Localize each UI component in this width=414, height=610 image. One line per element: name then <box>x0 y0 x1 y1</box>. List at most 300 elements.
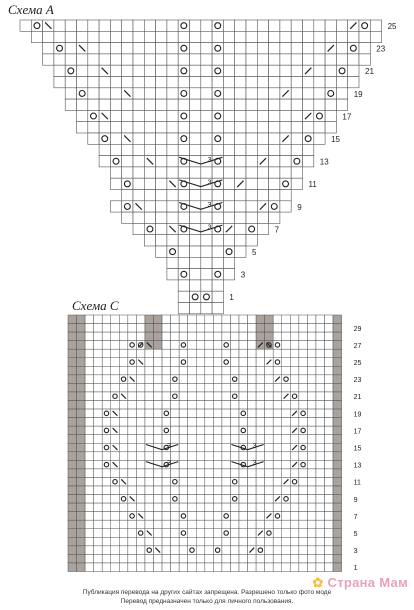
grid-cell <box>85 546 94 555</box>
grid-cell <box>188 341 197 350</box>
grid-cell <box>119 375 128 384</box>
grid-cell <box>128 341 137 350</box>
grid-cell <box>196 460 205 469</box>
grid-cell <box>119 401 128 410</box>
grid-cell <box>248 477 257 486</box>
grid-cell <box>162 418 171 427</box>
grid-cell <box>265 469 274 478</box>
central-decrease-count: 3 <box>167 460 172 468</box>
grid-cell <box>333 554 342 563</box>
grid-cell <box>273 409 282 418</box>
grid-cell <box>222 477 231 486</box>
grid-cell <box>136 418 145 427</box>
grid-cell <box>256 452 265 461</box>
grid-cell <box>205 563 214 572</box>
grid-cell <box>162 512 171 521</box>
grid-cell <box>307 332 316 341</box>
grid-cell <box>265 366 274 375</box>
grid-cell <box>230 349 239 358</box>
grid-cell <box>77 366 86 375</box>
grid-cell <box>282 332 291 341</box>
grid-cell <box>290 315 299 324</box>
grid-cell <box>190 291 201 302</box>
grid-cell <box>299 495 308 504</box>
grid-cell <box>333 358 342 367</box>
grid-cell <box>119 486 128 495</box>
grid-cell <box>196 503 205 512</box>
grid-cell <box>280 190 291 201</box>
grid-cell <box>257 167 268 178</box>
grid-cell <box>333 520 342 529</box>
grid-cell <box>239 554 248 563</box>
grid-cell <box>88 77 99 88</box>
grid-cell <box>85 503 94 512</box>
grid-cell <box>205 341 214 350</box>
grid-cell <box>171 520 180 529</box>
grid-cell <box>303 31 314 42</box>
grid-cell <box>205 401 214 410</box>
grid-cell <box>223 77 234 88</box>
grid-cell <box>144 77 155 88</box>
grid-cell <box>196 409 205 418</box>
grid-cell <box>257 54 268 65</box>
grid-cell <box>223 246 234 257</box>
grid-cell <box>325 443 334 452</box>
grid-cell <box>333 452 342 461</box>
grid-cell <box>156 31 167 42</box>
grid-cell <box>282 383 291 392</box>
grid-cell <box>68 349 77 358</box>
grid-cell <box>88 54 99 65</box>
grid-cell <box>156 99 167 110</box>
grid-cell <box>316 332 325 341</box>
grid-cell <box>239 435 248 444</box>
grid-cell <box>239 546 248 555</box>
grid-cell <box>102 324 111 333</box>
grid-cell <box>222 349 231 358</box>
grid-cell <box>212 303 223 314</box>
grid-cell <box>102 401 111 410</box>
grid-cell <box>325 122 336 133</box>
grid-cell <box>269 201 280 212</box>
grid-cell <box>154 563 163 572</box>
grid-cell <box>265 392 274 401</box>
grid-cell <box>282 486 291 495</box>
grid-cell <box>299 324 308 333</box>
grid-cell <box>178 269 189 280</box>
grid-cell <box>273 452 282 461</box>
grid-cell <box>99 99 110 110</box>
grid-cell <box>291 88 302 99</box>
grid-cell <box>144 122 155 133</box>
grid-cell <box>235 156 246 167</box>
grid-cell <box>307 401 316 410</box>
grid-cell <box>77 54 88 65</box>
grid-cell <box>110 156 121 167</box>
grid-cell <box>111 332 120 341</box>
grid-cell <box>77 529 86 538</box>
grid-cell <box>325 315 334 324</box>
grid-cell <box>190 167 201 178</box>
grid-cell <box>246 133 257 144</box>
grid-cell <box>265 563 274 572</box>
grid-cell <box>156 212 167 223</box>
grid-cell <box>290 332 299 341</box>
row-number: 15 <box>331 135 341 145</box>
grid-cell <box>133 31 144 42</box>
grid-cell <box>314 77 325 88</box>
row-number: 19 <box>353 411 362 419</box>
grid-cell <box>102 435 111 444</box>
grid-cell <box>145 563 154 572</box>
grid-cell <box>307 383 316 392</box>
grid-cell <box>111 341 120 350</box>
grid-cell <box>248 375 257 384</box>
grid-cell <box>178 20 189 31</box>
central-decrease-count: 3 <box>167 442 172 450</box>
grid-cell <box>167 43 178 54</box>
grid-cell <box>110 201 121 212</box>
grid-cell <box>68 563 77 572</box>
grid-cell <box>110 178 121 189</box>
grid-cell <box>282 341 291 350</box>
grid-cell <box>196 401 205 410</box>
grid-cell <box>190 280 201 291</box>
grid-cell <box>85 520 94 529</box>
grid-cell <box>65 77 76 88</box>
grid-cell <box>246 223 257 234</box>
grid-cell <box>156 88 167 99</box>
grid-cell <box>77 110 88 121</box>
grid-cell <box>77 358 86 367</box>
grid-cell <box>348 54 359 65</box>
grid-cell <box>88 43 99 54</box>
grid-cell <box>316 443 325 452</box>
grid-cell <box>213 418 222 427</box>
grid-cell <box>333 366 342 375</box>
grid-cell <box>111 495 120 504</box>
grid-cell <box>136 503 145 512</box>
grid-cell <box>88 88 99 99</box>
grid-cell <box>171 503 180 512</box>
grid-cell <box>239 366 248 375</box>
grid-cell <box>212 65 223 76</box>
grid-cell <box>314 133 325 144</box>
grid-cell <box>246 110 257 121</box>
row-number: 19 <box>353 89 363 99</box>
grid-cell <box>291 20 302 31</box>
grid-cell <box>265 546 274 555</box>
grid-cell <box>299 358 308 367</box>
grid-cell <box>222 401 231 410</box>
grid-cell <box>248 554 257 563</box>
grid-cell <box>167 122 178 133</box>
grid-cell <box>144 99 155 110</box>
grid-cell <box>65 43 76 54</box>
grid-cell <box>65 54 76 65</box>
grid-cell <box>188 469 197 478</box>
grid-cell <box>213 341 222 350</box>
grid-cell <box>179 383 188 392</box>
grid-cell <box>257 31 268 42</box>
grid-cell <box>102 383 111 392</box>
grid-cell <box>68 341 77 350</box>
grid-cell <box>222 418 231 427</box>
grid-cell <box>111 512 120 521</box>
grid-cell <box>299 452 308 461</box>
row-number: 17 <box>353 428 362 436</box>
grid-cell <box>68 366 77 375</box>
grid-cell <box>213 375 222 384</box>
grid-cell <box>280 77 291 88</box>
grid-cell <box>145 409 154 418</box>
grid-cell <box>145 554 154 563</box>
central-decrease-count: 3 <box>207 202 212 210</box>
grid-cell <box>248 486 257 495</box>
grid-cell <box>77 495 86 504</box>
grid-cell <box>110 20 121 31</box>
grid-cell <box>111 520 120 529</box>
grid-cell <box>325 503 334 512</box>
grid-cell <box>213 426 222 435</box>
grid-cell <box>162 401 171 410</box>
grid-cell <box>256 383 265 392</box>
grid-cell <box>156 246 167 257</box>
grid-cell <box>154 418 163 427</box>
grid-cell <box>273 546 282 555</box>
grid-cell <box>333 537 342 546</box>
grid-cell <box>282 375 291 384</box>
grid-cell <box>223 88 234 99</box>
grid-cell <box>299 520 308 529</box>
grid-cell <box>178 291 189 302</box>
grid-cell <box>144 223 155 234</box>
grid-cell <box>325 469 334 478</box>
grid-cell <box>136 563 145 572</box>
grid-cell <box>201 77 212 88</box>
grid-cell <box>230 546 239 555</box>
grid-cell <box>133 223 144 234</box>
grid-cell <box>154 426 163 435</box>
grid-cell <box>257 99 268 110</box>
grid-cell <box>128 366 137 375</box>
grid-cell <box>196 392 205 401</box>
grid-cell <box>265 529 274 538</box>
grid-cell <box>265 426 274 435</box>
grid-cell <box>167 269 178 280</box>
grid-cell <box>239 529 248 538</box>
grid-cell <box>333 349 342 358</box>
grid-cell <box>144 20 155 31</box>
grid-cell <box>212 257 223 268</box>
grid-cell <box>248 383 257 392</box>
grid-cell <box>154 409 163 418</box>
grid-cell <box>171 418 180 427</box>
grid-cell <box>248 358 257 367</box>
grid-cell <box>239 392 248 401</box>
grid-cell <box>235 110 246 121</box>
grid-cell <box>156 43 167 54</box>
grid-cell <box>223 201 234 212</box>
grid-cell <box>230 401 239 410</box>
grid-cell <box>325 546 334 555</box>
grid-cell <box>111 418 120 427</box>
grid-cell <box>256 324 265 333</box>
grid-cell <box>230 452 239 461</box>
grid-cell <box>325 392 334 401</box>
grid-cell <box>88 122 99 133</box>
grid-cell <box>325 332 334 341</box>
grid-cell <box>205 332 214 341</box>
grid-cell <box>248 520 257 529</box>
grid-cell <box>273 418 282 427</box>
grid-cell <box>156 190 167 201</box>
grid-cell <box>188 401 197 410</box>
row-number: 23 <box>376 44 386 54</box>
grid-cell <box>68 537 77 546</box>
grid-cell <box>282 554 291 563</box>
grid-cell <box>122 43 133 54</box>
grid-cell <box>273 443 282 452</box>
grid-cell <box>222 554 231 563</box>
grid-cell <box>68 401 77 410</box>
grid-cell <box>102 486 111 495</box>
grid-cell <box>282 503 291 512</box>
grid-cell <box>248 349 257 358</box>
grid-cell <box>190 88 201 99</box>
grid-cell <box>239 341 248 350</box>
grid-cell <box>213 366 222 375</box>
grid-cell <box>325 65 336 76</box>
grid-cell <box>282 546 291 555</box>
grid-cell <box>299 409 308 418</box>
grid-cell <box>230 366 239 375</box>
grid-cell <box>162 315 171 324</box>
grid-cell <box>196 563 205 572</box>
grid-cell <box>162 383 171 392</box>
grid-cell <box>85 477 94 486</box>
grid-cell <box>31 31 42 42</box>
grid-cell <box>348 43 359 54</box>
grid-cell <box>179 315 188 324</box>
grid-cell <box>110 99 121 110</box>
grid-cell <box>188 332 197 341</box>
grid-cell <box>178 280 189 291</box>
grid-cell <box>248 512 257 521</box>
grid-cell <box>154 554 163 563</box>
grid-cell <box>196 332 205 341</box>
grid-cell <box>128 486 137 495</box>
grid-cell <box>223 110 234 121</box>
grid-cell <box>307 443 316 452</box>
row-number: 29 <box>353 325 362 333</box>
grid-cell <box>162 529 171 538</box>
grid-cell <box>122 122 133 133</box>
grid-cell <box>54 43 65 54</box>
grid-cell <box>188 529 197 538</box>
grid-cell <box>239 426 248 435</box>
row-number: 1 <box>353 565 358 573</box>
grid-cell <box>307 529 316 538</box>
row-number: 11 <box>353 479 361 487</box>
grid-cell <box>145 520 154 529</box>
grid-cell <box>325 512 334 521</box>
grid-cell <box>102 315 111 324</box>
grid-cell <box>178 190 189 201</box>
grid-cell <box>280 65 291 76</box>
grid-cell <box>257 122 268 133</box>
grid-cell <box>230 563 239 572</box>
grid-cell <box>265 324 274 333</box>
grid-cell <box>102 554 111 563</box>
grid-cell <box>171 469 180 478</box>
grid-cell <box>303 20 314 31</box>
grid-cell <box>119 512 128 521</box>
grid-cell <box>188 315 197 324</box>
grid-cell <box>213 486 222 495</box>
grid-cell <box>94 435 103 444</box>
grid-cell <box>282 512 291 521</box>
grid-cell <box>222 443 231 452</box>
grid-cell <box>154 529 163 538</box>
grid-cell <box>179 486 188 495</box>
grid-cell <box>325 99 336 110</box>
grid-cell <box>273 349 282 358</box>
grid-cell <box>145 332 154 341</box>
grid-cell <box>43 54 54 65</box>
grid-cell <box>333 418 342 427</box>
grid-cell <box>256 495 265 504</box>
grid-cell <box>94 324 103 333</box>
grid-cell <box>212 110 223 121</box>
grid-cell <box>85 537 94 546</box>
grid-cell <box>248 324 257 333</box>
grid-cell <box>167 20 178 31</box>
grid-cell <box>88 65 99 76</box>
grid-cell <box>269 54 280 65</box>
grid-cell <box>290 477 299 486</box>
grid-cell <box>303 144 314 155</box>
grid-cell <box>230 520 239 529</box>
grid-cell <box>94 503 103 512</box>
grid-cell <box>162 324 171 333</box>
grid-cell <box>162 495 171 504</box>
grid-cell <box>336 31 347 42</box>
grid-cell <box>171 426 180 435</box>
grid-cell <box>188 358 197 367</box>
grid-cell <box>239 563 248 572</box>
grid-cell <box>314 31 325 42</box>
grid-cell <box>239 332 248 341</box>
grid-cell <box>68 409 77 418</box>
grid-cell <box>154 495 163 504</box>
grid-cell <box>213 315 222 324</box>
grid-cell <box>190 235 201 246</box>
grid-cell <box>133 122 144 133</box>
grid-cell <box>213 435 222 444</box>
grid-cell <box>299 366 308 375</box>
row-number: 5 <box>252 248 257 258</box>
grid-cell <box>145 392 154 401</box>
grid-cell <box>299 332 308 341</box>
grid-cell <box>128 503 137 512</box>
grid-cell <box>246 212 257 223</box>
grid-cell <box>299 418 308 427</box>
grid-cell <box>171 477 180 486</box>
grid-cell <box>248 426 257 435</box>
grid-cell <box>256 512 265 521</box>
grid-cell <box>290 529 299 538</box>
